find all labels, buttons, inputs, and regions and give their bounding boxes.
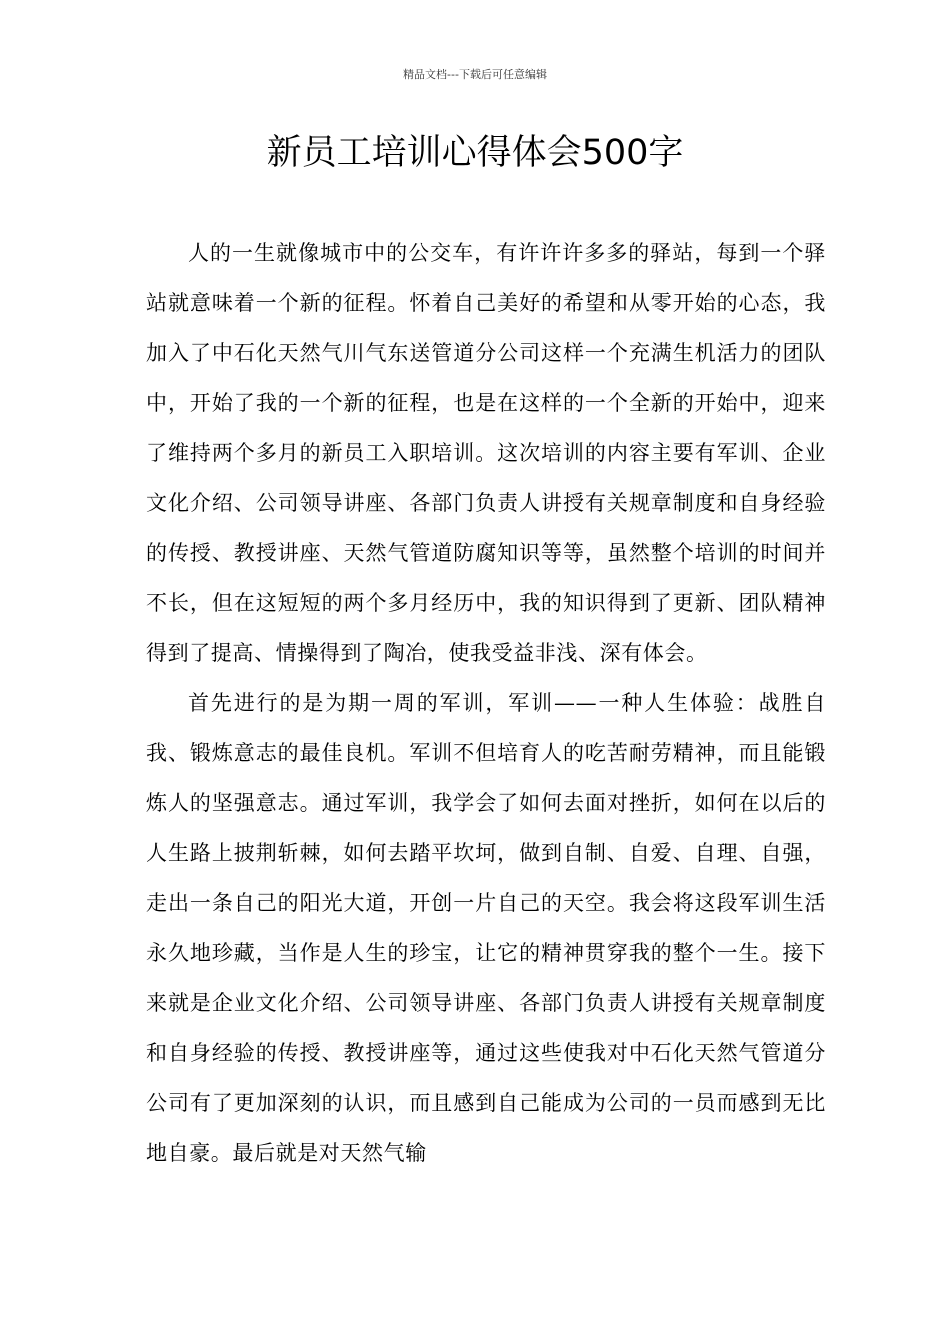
paragraph-1: 人的一生就像城市中的公交车，有许许许多多的驿站，每到一个驿站就意味着一个新的征程。怀着自己美好的希望和从零开始的心态，我加入了中石化天然气川气东送管道分公司这样一个充满生机活力的团队中，开始了我的一个新的征程，也是在这样的一个全新的开始中，迎来了维持两个多月的新员工入职培训。这次培训的内容主要有军训、企业文化介绍、公司领导讲座、各部门负责人讲授有关规章制度和自身经验的传授、教授讲座、天然气管道防腐知识等等，虽然整个培训的时间并不长，但在这短短的两个多月经历中，我的知识得到了更新、团队精神得到了提高、情操得到了陶冶，使我受益非浅、深有体会。 xyxy=(146,241,826,665)
document-body xyxy=(146,228,826,1178)
header-note: 精品文档---下载后可任意编辑 xyxy=(403,68,547,81)
document-title: 新员工培训心得体会500字 xyxy=(266,133,684,173)
paragraph-2: 首先进行的是为期一周的军训，军训——一种人生体验：战胜自我、锻炼意志的最佳良机。军训不但培育人的吃苦耐劳精神，而且能锻炼人的坚强意志。通过军训，我学会了如何去面对挫折，如何在以后的人生路上披荆斩棘，如何去踏平坎坷，做到自制、自爱、自理、自强，走出一条自己的阳光大道，开创一片自己的天空。我会将这段军训生活永久地珍藏，当作是人生的珍宝，让它的精神贯穿我的整个一生。接下来就是企业文化介绍、公司领导讲座、各部门负责人讲授有关规章制度和自身经验的传授、教授讲座等，通过这些使我对中石化天然气管道分公司有了更加深刻的认识，而且感到自己能成为公司的一员而感到无比地自豪。最后就是对天然气输 xyxy=(146,691,826,1165)
